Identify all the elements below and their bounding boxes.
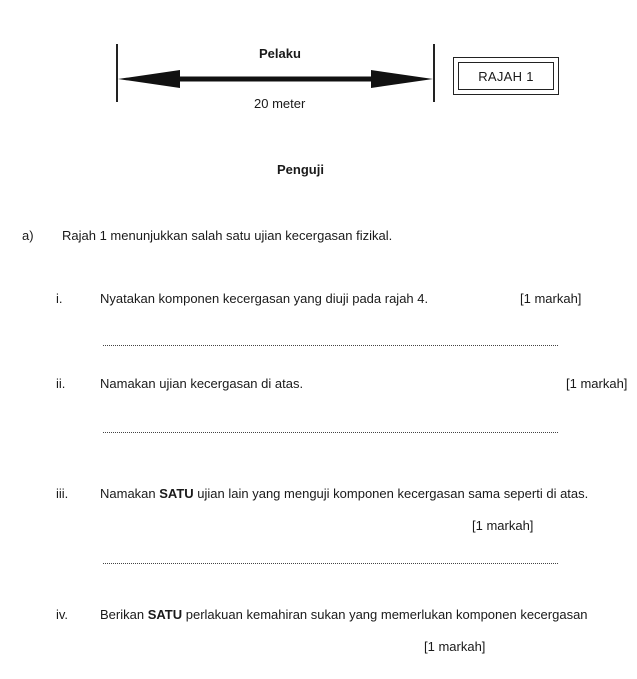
figure-label: RAJAH 1 bbox=[458, 62, 554, 90]
pelaku-label: Pelaku bbox=[259, 46, 301, 61]
item-iii-text bbox=[100, 486, 588, 501]
item-iv-numeral: iv. bbox=[56, 607, 69, 622]
item-iv-text-bold: SATU bbox=[147, 607, 183, 622]
item-iii-text-bold: SATU bbox=[159, 486, 194, 501]
item-iv-text-before: Berikan bbox=[100, 607, 148, 622]
penguji-label: Penguji bbox=[277, 162, 324, 177]
item-ii-marks: [1 markah] bbox=[566, 376, 628, 391]
item-iv-text-after: perlakuan kemahiran sukan yang memerlukan komponen kecergasan bbox=[182, 607, 588, 622]
item-iii-marks: [1 markah] bbox=[472, 518, 534, 533]
item-i-marks: [1 markah] bbox=[520, 291, 582, 306]
item-iv-text bbox=[100, 607, 588, 622]
item-iii-text-before: Namakan bbox=[100, 486, 160, 501]
item-i-answer-line bbox=[103, 345, 558, 346]
item-ii-numeral: ii. bbox=[56, 376, 66, 391]
left-arrowhead bbox=[118, 70, 180, 88]
item-ii-text: Namakan ujian kecergasan di atas. bbox=[100, 376, 304, 391]
figure-label-box bbox=[453, 57, 559, 95]
question-intro: Rajah 1 menunjukkan salah satu ujian kecergasan fizikal. bbox=[62, 228, 393, 243]
question-marker: a) bbox=[22, 228, 34, 243]
item-i-numeral: i. bbox=[56, 291, 63, 306]
right-boundary-line bbox=[433, 44, 435, 102]
double-arrow bbox=[118, 64, 433, 94]
item-ii-answer-line bbox=[103, 432, 558, 433]
item-iii-text-after: ujian lain yang menguji komponen kecergasan sama seperti di atas. bbox=[193, 486, 589, 501]
item-iv-marks: [1 markah] bbox=[424, 639, 486, 654]
arrow-shaft bbox=[178, 77, 373, 82]
item-iii-answer-line bbox=[103, 563, 558, 564]
right-arrowhead bbox=[371, 70, 433, 88]
item-iii-numeral: iii. bbox=[56, 486, 69, 501]
item-i-text: Nyatakan komponen kecergasan yang diuji pada rajah 4. bbox=[100, 291, 429, 306]
distance-label: 20 meter bbox=[254, 96, 306, 111]
